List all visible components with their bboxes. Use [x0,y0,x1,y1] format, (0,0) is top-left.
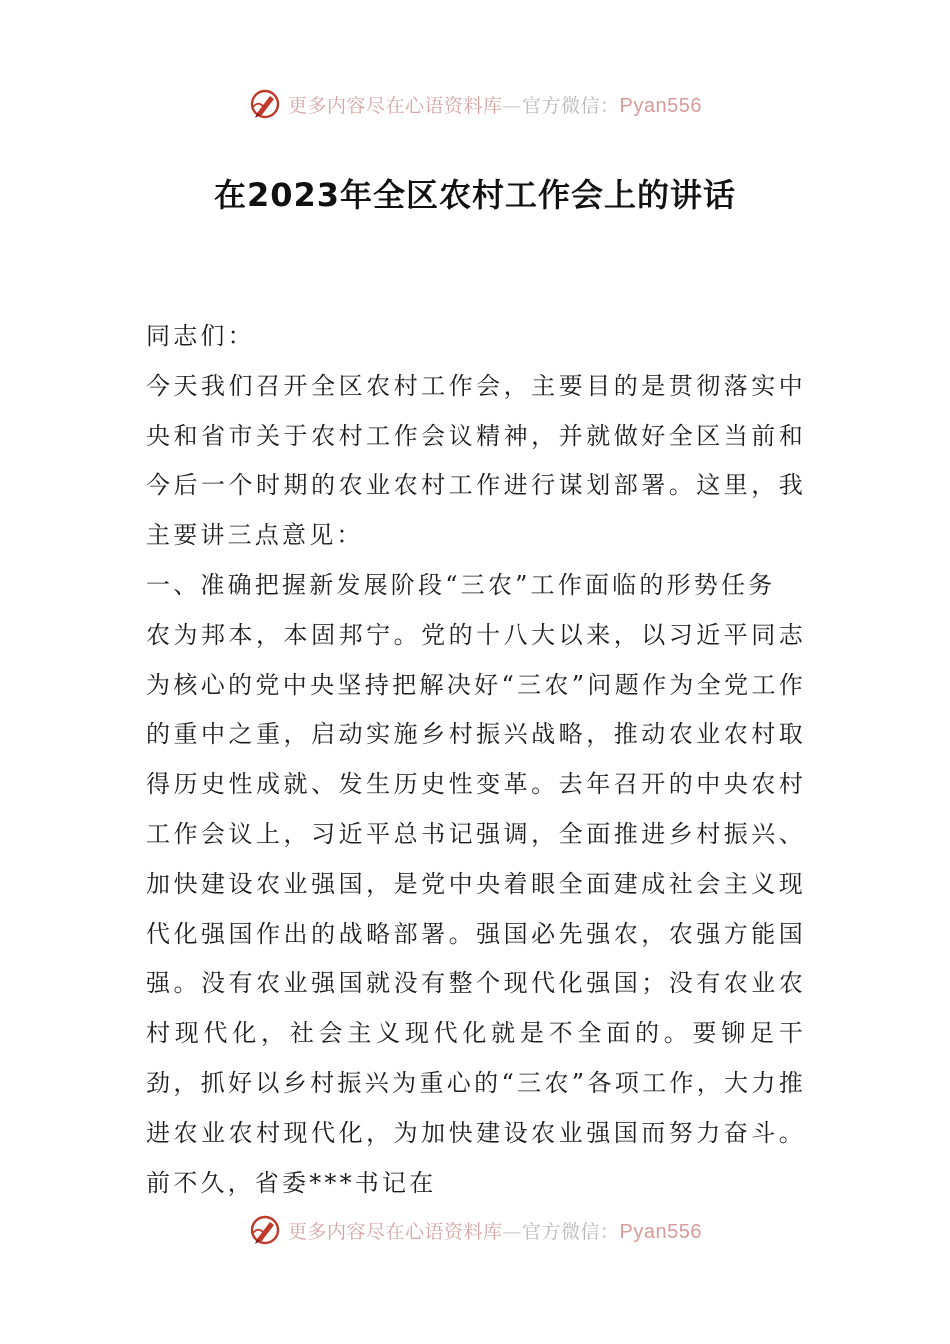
document-body [146,312,806,1208]
section-heading-1: 一、准确把握新发展阶段“三农”工作面临的形势任务 [146,570,776,599]
watermark-dash: — [502,1220,523,1243]
watermark-header [0,84,950,124]
watermark-sub: 官方微信： [522,94,620,117]
pen-logo-icon [248,1213,282,1247]
pen-logo-icon [248,87,282,121]
watermark-footer [0,1210,950,1250]
paragraph-section-1: 农为邦本，本固邦宁。党的十八大以来，以习近平同志为核心的党中央坚持把解决好“三农”问题作为全党工作的重中之重，启动实施乡村振兴战略，推动农业农村取得历史性成就、发生历史性变革。去年召开的中央农村工作会议上，习近平总书记强调，全面推进乡村振兴、加快建设农业强国，是党中央着眼全面建成社会主义现代化强国作出的战略部署。强国必先强农，农强方能国强。没有农业强国就没有整个现代化强国；没有农业农村现代化，社会主义现代化就是不全面的。要铆足干劲，抓好以乡村振兴为重心的“三农”各项工作，大力推进农业农村现代化，为加快建设农业强国而努力奋斗。前不久，省委***书记在 [146,620,806,1197]
watermark-group [248,87,702,121]
watermark-wechat-id: Pyan556 [619,94,702,117]
watermark-wechat-id: Pyan556 [619,1220,702,1243]
document-title: 在2023年全区农村工作会上的讲话 [213,176,737,214]
watermark-main: 更多内容尽在心语资料库 [288,94,503,117]
watermark-group [248,1213,702,1247]
watermark-text [288,91,702,118]
paragraph-intro: 今天我们召开全区农村工作会，主要目的是贯彻落实中央和省市关于农村工作会议精神，并就做好全区当前和今后一个时期的农业农村工作进行谋划部署。这里，我主要讲三点意见： [146,371,806,550]
watermark-text [288,1217,702,1244]
watermark-dash: — [502,94,523,117]
salutation: 同志们： [146,322,255,350]
watermark-sub: 官方微信： [522,1220,620,1243]
watermark-main: 更多内容尽在心语资料库 [288,1220,503,1243]
